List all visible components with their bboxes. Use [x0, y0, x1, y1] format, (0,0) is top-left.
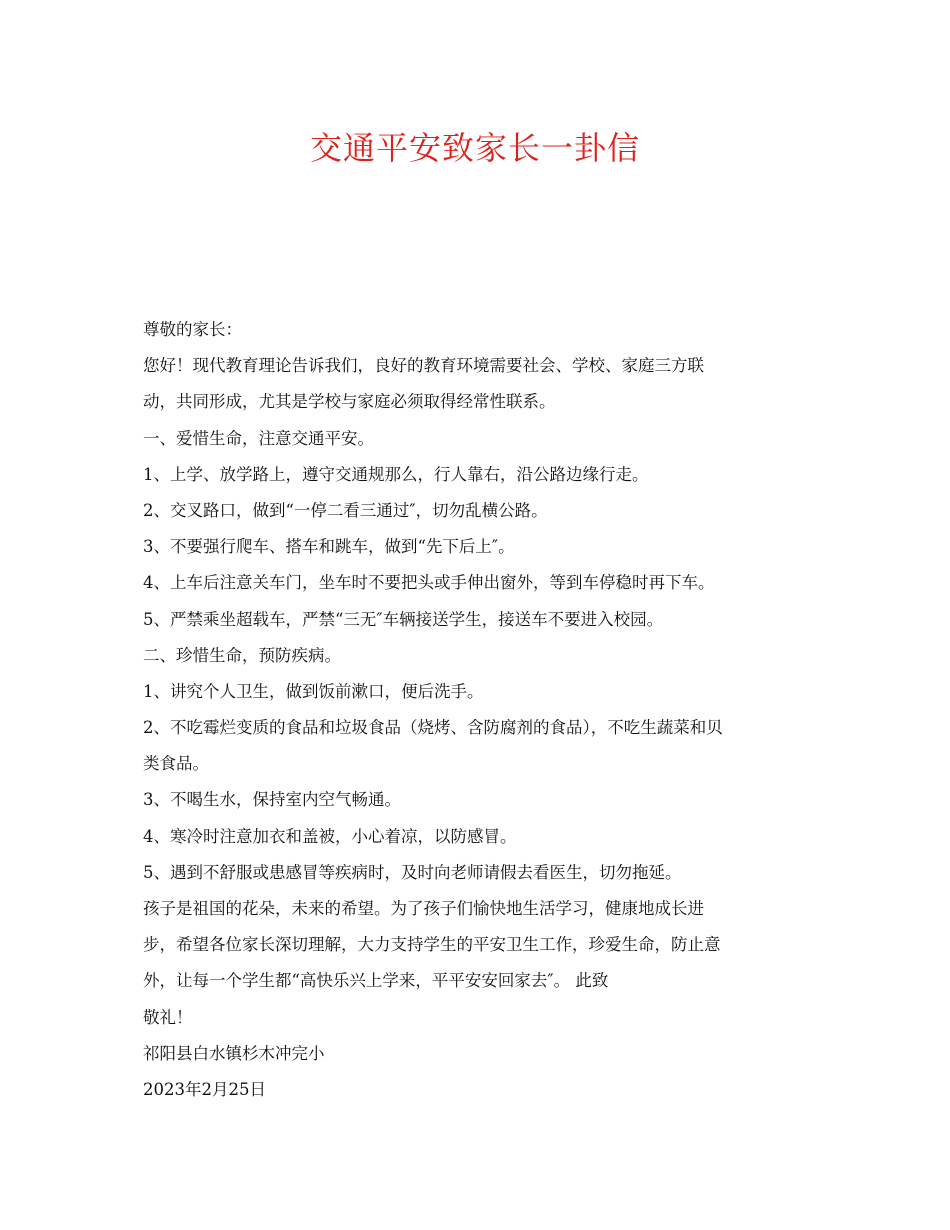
section-heading: 二、珍惜生命，预防疾病。	[143, 645, 341, 665]
list-item: 3、不要强行爬车、搭车和跳车，做到“先下后上″。	[143, 537, 515, 557]
date: 2023年2月25日	[143, 1079, 266, 1099]
list-item: 4、寒冷时注意加衣和盖被，小心着凉，以防感冒。	[143, 826, 517, 846]
list-item: 2、不吃霉烂变质的食品和垃圾食品（烧烤、含防腐剂的食品），不吃生蔬菜和贝	[143, 718, 723, 738]
paragraph-line: 外，让每一个学生都“高快乐兴上学来，平平安安回家去″。 此致	[143, 971, 609, 991]
list-item: 5、严禁乘坐超载车，严禁“三无″车辆接送学生，接送车不要进入校园。	[143, 609, 664, 629]
list-item: 3、不喝生水，保持室内空气畅通。	[143, 790, 401, 810]
section-heading: 一、爱惜生命，注意交通平安。	[143, 428, 374, 448]
paragraph-line: 步，希望各位家长深切理解，大力支持学生的平安卫生工作，珍爱生命，防止意	[143, 935, 721, 955]
closing: 敬礼！	[143, 1007, 193, 1027]
document-title: 交通平安致家长一卦信	[309, 129, 640, 167]
list-item: 5、遇到不舒服或患感冒等疾病时，及时向老师请假去看医生，切勿拖延。	[143, 862, 682, 882]
paragraph-line: 动，共同形成，尤其是学校与家庭必须取得经常性联系。	[143, 392, 556, 412]
list-item: 1、讲究个人卫生，做到饭前漱口，便后洗手。	[143, 681, 484, 701]
list-item: 4、上车后注意关车门，坐车时不要把头或手伸出窗外，等到车停稳时再下车。	[143, 573, 715, 593]
list-item: 2、交叉路口，做到“一停二看三通过″，切勿乱横公路。	[143, 500, 548, 520]
letter-body	[143, 318, 813, 1114]
paragraph-line: 孩子是祖国的花朵，未来的希望。为了孩子们愉快地生活学习，健康地成长进	[143, 899, 704, 918]
salutation: 尊敬的家长：	[143, 320, 242, 339]
paragraph-line: 您好！现代教育理论告诉我们，良好的教育环境需要社会、学校、家庭三方联	[143, 356, 704, 376]
signature: 祁阳县白水镇杉木冲完小	[143, 1043, 325, 1063]
list-item-continuation: 类食品。	[143, 754, 209, 774]
list-item: 1、上学、放学路上，遵守交通规那么，行人靠右，沿公路边缘行走。	[143, 464, 649, 484]
